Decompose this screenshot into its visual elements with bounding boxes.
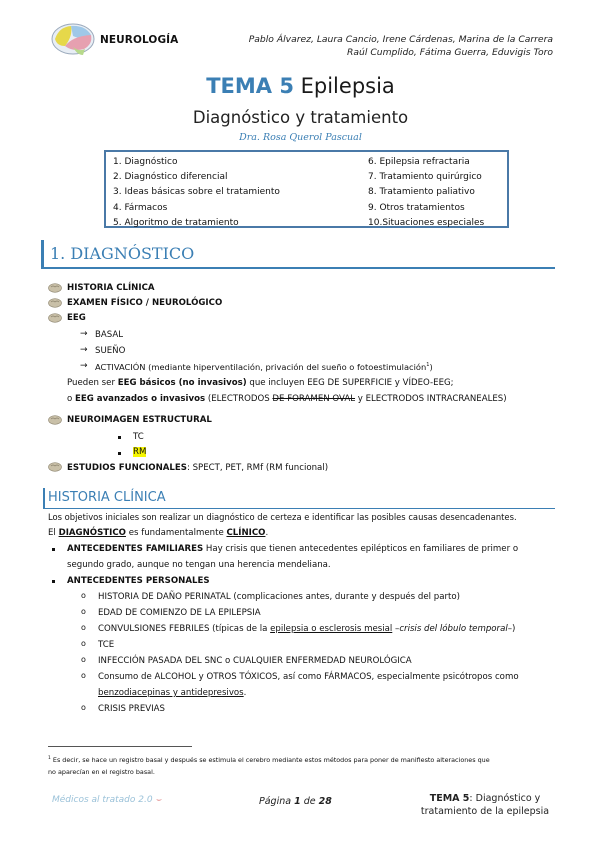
page-number [259,796,332,807]
historia-intro: Los objetivos iniciales son realizar un diagnóstico de certeza e identificar las posibles causas desencadenantes. [48,512,517,522]
text-bold: TEMA 5 [429,793,470,804]
subsection-underline [43,508,555,509]
eeg-sueno: SUEÑO [95,346,126,356]
brain-bullet-icon [48,462,62,472]
text-italic: crisis del lóbulo temporal [399,624,508,634]
circle-bullet-icon: o [81,623,86,632]
item-tc: TC [133,432,144,442]
page-subtitle: Diagnóstico y tratamiento [192,108,409,127]
doctor-name: Dra. Rosa Querol Pascual [239,132,362,143]
circle-bullet-icon: o [81,671,86,680]
circle-bullet-icon: o [81,703,86,712]
antecedentes-familiares-cont: segundo grado, aunque no tengan una herencia mendeliana. [67,560,331,570]
text: . [265,528,269,538]
toc-item[interactable]: 6. Epilepsia refractaria [368,157,470,167]
text-bold: ANTECEDENTES FAMILIARES [67,544,204,554]
eeg-avanzados [67,394,507,404]
item-eeg: EEG [67,313,86,323]
personal-item: Consumo de ALCOHOL y OTROS TÓXICOS, así como FÁRMACOS, especialmente psicótropos como [98,672,519,682]
text-strike: DE FORAMEN OVAL [272,394,356,404]
brain-logo-icon [51,22,95,56]
text: de [300,796,319,807]
text-bold: EEG avanzados o invasivos [75,394,206,404]
footer-topic-line-1 [415,792,555,805]
toc-item[interactable]: 10.Situaciones especiales [368,217,485,228]
smile-icon: ⌣ [155,795,162,805]
toc-item[interactable]: 3. Ideas básicas sobre el tratamiento [113,187,280,198]
footer-topic [415,792,555,818]
toc-item[interactable]: 4. Fármacos [113,202,168,213]
item-rm [133,447,146,457]
footnote-separator [48,746,192,747]
square-bullet-icon [52,580,55,583]
text: –) [507,624,516,634]
text: que incluyen EEG DE SUPERFICIE y VÍDEO-EEG; [246,378,454,388]
footer-logo-text: Médicos al tratado 2.0 [52,795,153,805]
item-neuroimagen: NEUROIMAGEN ESTRUCTURAL [67,415,212,425]
authors [249,33,553,59]
footnote-line-2: no aparecían en el registro basal. [48,768,155,777]
page-current: 1 [294,796,301,807]
personal-item-cont [98,688,246,698]
title-number: TEMA 5 [206,74,294,98]
toc-item[interactable]: 1. Diagnóstico [113,157,178,167]
personal-item: EDAD DE COMIENZO DE LA EPILEPSIA [98,608,261,618]
footnote [48,753,556,778]
text: Pueden ser [67,378,118,388]
arrow-right-icon: → [80,361,88,371]
antecedentes-familiares [67,544,518,554]
brain-bullet-icon [48,298,62,308]
authors-line-1: Pablo Álvarez, Laura Cancio, Irene Cárdenas, Marina de la Carrera [248,34,553,45]
title-name: Epilepsia [300,74,395,98]
authors-line-2: Raúl Cumplido, Fátima Guerra, Eduvigis Toro [347,47,553,58]
section-title: 1. DIAGNÓSTICO [50,244,195,263]
item-funcionales [67,463,328,473]
table-of-contents [104,150,509,228]
eeg-activacion [95,362,433,372]
eeg-basicos [67,378,454,388]
footer-topic-line-2: tratamiento de la epilepsia [420,806,550,817]
text: y ELECTRODOS INTRACRANEALES) [355,394,507,404]
toc-item[interactable]: 5. Algoritmo de tratamiento [113,217,239,228]
text: El [48,528,59,538]
toc-left-column [113,155,280,231]
text-bold: CLÍNICO [226,528,266,538]
antecedentes-personales: ANTECEDENTES PERSONALES [67,576,210,586]
text: Hay crisis que tienen antecedentes epilépticos en familiares de primer o [203,544,519,554]
subsection-heading-bar [43,488,45,508]
text: CONVULSIONES FEBRILES (típicas de la [98,624,271,634]
toc-right-column [368,155,484,231]
text-bold: DIAGNÓSTICO [58,528,126,538]
eeg-activacion-text: ACTIVACIÓN (mediante hiperventilación, privación del sueño o fotoestimulación [95,362,427,372]
text: o [67,394,75,404]
subsection-title: HISTORIA CLÍNICA [48,490,166,505]
brain-bullet-icon [48,415,62,425]
section-heading-underline [41,267,555,269]
text: . [243,688,247,698]
text: : Diagnóstico y [469,793,541,804]
item-historia: HISTORIA CLÍNICA [67,283,155,293]
circle-bullet-icon: o [81,655,86,664]
text-bold: EEG básicos (no invasivos) [117,378,247,388]
circle-bullet-icon: o [81,591,86,600]
text-underline: epilepsia o esclerosis mesial [270,624,393,634]
personal-item: CRISIS PREVIAS [98,704,166,714]
personal-item: HISTORIA DE DAÑO PERINATAL (complicaciones antes, durante y después del parto) [98,592,460,602]
text-bold: ESTUDIOS FUNCIONALES [67,463,187,473]
brain-bullet-icon [48,283,62,293]
page-title [0,74,601,98]
toc-item[interactable]: 2. Diagnóstico diferencial [113,172,228,183]
square-bullet-icon [118,452,121,455]
text: : SPECT, PET, RMf (RM funcional) [186,463,329,473]
personal-item: TCE [98,640,115,650]
subject-label: NEUROLOGÍA [100,34,179,46]
text-highlight: RM [133,447,147,457]
circle-bullet-icon: o [81,639,86,648]
eeg-activacion-end: ) [429,362,433,372]
toc-item[interactable]: 8. Tratamiento paliativo [368,187,475,198]
historia-diagnostico [48,528,268,538]
square-bullet-icon [52,548,55,551]
footnote-ref[interactable]: 1 [426,362,430,369]
text: Es decir, se hace un registro basal y después se estimula el cerebro mediante estos métodos para poner de manifiesto alteraciones que [50,756,490,765]
page-total: 28 [318,796,332,807]
personal-item [98,624,515,634]
personal-item: INFECCIÓN PASADA DEL SNC o CUALQUIER ENFERMEDAD NEUROLÓGICA [98,656,412,666]
text: – [392,624,400,634]
section-heading-bar [41,240,44,268]
item-examen: EXAMEN FÍSICO / NEUROLÓGICO [67,298,223,308]
text: Página [259,796,295,807]
text-underline: benzodiacepinas y antidepresivos [98,688,244,698]
eeg-basal: BASAL [95,330,124,340]
circle-bullet-icon: o [81,607,86,616]
footnote-line-1 [48,753,556,766]
footer-logo [52,795,161,805]
text: es fundamentalmente [125,528,227,538]
arrow-right-icon: → [80,345,88,355]
text: (ELECTRODOS [205,394,273,404]
brain-bullet-icon [48,313,62,323]
footnote-mark: 1 [48,756,51,761]
toc-item[interactable]: 7. Tratamiento quirúrgico [368,172,482,183]
arrow-right-icon: → [80,329,88,339]
toc-item[interactable]: 9. Otros tratamientos [368,202,465,213]
square-bullet-icon [118,436,121,439]
